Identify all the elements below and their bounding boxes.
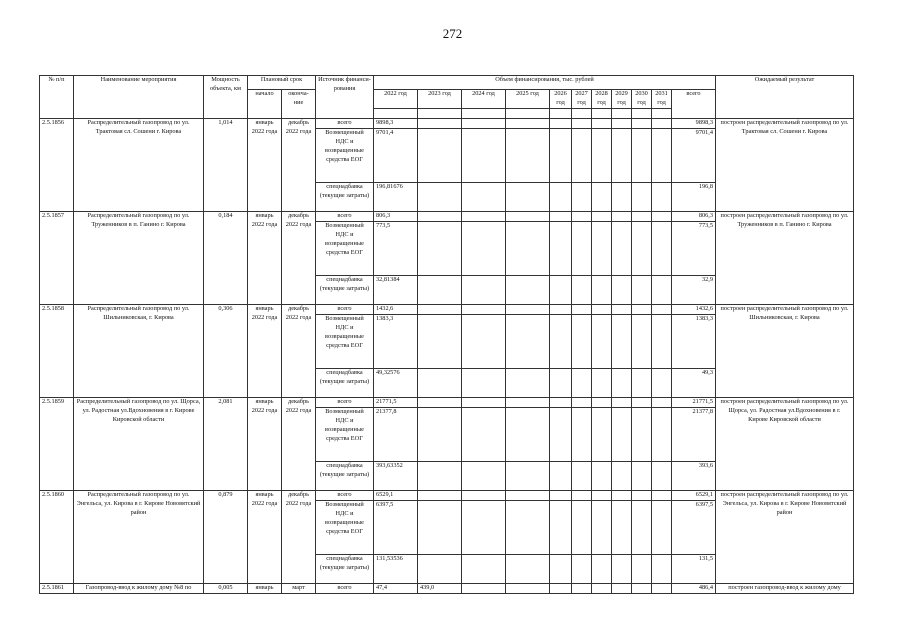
value-empty <box>550 304 572 314</box>
source-label: Возмещенный НДС и возвращенные средства ЕОГ <box>316 221 374 275</box>
row-start: январь 2022 года <box>248 397 282 490</box>
source-label: спецнадбавка (текущие затраты) <box>316 182 374 211</box>
value-empty <box>652 314 672 368</box>
value-empty <box>612 314 632 368</box>
value-2023 <box>418 314 462 368</box>
value-total: 6397,5 <box>672 500 716 554</box>
value-empty <box>550 128 572 182</box>
value-empty <box>462 461 506 490</box>
value-empty <box>550 368 572 397</box>
value-empty <box>462 118 506 128</box>
value-empty <box>592 275 612 304</box>
header-period: Плановый срок <box>248 76 316 90</box>
value-empty <box>612 554 632 583</box>
value-total: 9701,4 <box>672 128 716 182</box>
value-empty <box>506 397 550 407</box>
value-empty <box>632 407 652 461</box>
row-start: январь 2022 года <box>248 304 282 397</box>
value-2023 <box>418 554 462 583</box>
value-empty <box>572 490 592 500</box>
value-empty <box>652 407 672 461</box>
value-empty <box>506 182 550 211</box>
value-total: 773,5 <box>672 221 716 275</box>
row-end: декабрь 2022 года <box>282 304 316 397</box>
value-empty <box>652 554 672 583</box>
value-empty <box>550 314 572 368</box>
source-label: всего <box>316 211 374 221</box>
row-number: 2.5.1857 <box>40 211 74 304</box>
table-row <box>40 211 854 221</box>
value-empty <box>632 211 652 221</box>
row-result: построен распределительный газопровод по ул. Энгельса, ул. Кирова в г. Кирове Нововятский район <box>716 490 854 583</box>
source-label: всего <box>316 397 374 407</box>
value-empty <box>632 182 652 211</box>
value-empty <box>550 490 572 500</box>
value-empty <box>572 397 592 407</box>
value-empty <box>612 118 632 128</box>
value-2022: 47,4 <box>374 583 418 593</box>
value-empty <box>652 182 672 211</box>
value-empty <box>592 461 612 490</box>
row-result: построен газопровод-ввод к жилому дому <box>716 583 854 593</box>
value-2023 <box>418 182 462 211</box>
table-row <box>40 304 854 314</box>
header-source: Источник финанси-рования <box>316 76 374 119</box>
header-year: 2026 год <box>550 90 572 109</box>
value-empty <box>612 275 632 304</box>
row-name: Распределительный газопровод по ул. Трактовая сл. Сошени г. Кирова <box>74 118 204 211</box>
row-capacity: 2,081 <box>204 397 248 490</box>
value-2023 <box>418 461 462 490</box>
value-empty <box>572 407 592 461</box>
source-label: всего <box>316 490 374 500</box>
value-2023 <box>418 275 462 304</box>
row-capacity: 0,005 <box>204 583 248 593</box>
value-empty <box>592 211 612 221</box>
value-2023 <box>418 397 462 407</box>
value-empty <box>506 221 550 275</box>
value-empty <box>506 490 550 500</box>
header-year: 2029 год <box>612 90 632 109</box>
value-empty <box>506 583 550 593</box>
value-empty <box>550 118 572 128</box>
value-empty <box>572 368 592 397</box>
value-empty <box>572 304 592 314</box>
value-empty <box>462 304 506 314</box>
row-end: декабрь 2022 года <box>282 118 316 211</box>
value-empty <box>592 554 612 583</box>
value-empty <box>506 304 550 314</box>
row-start: январь 2022 года <box>248 118 282 211</box>
value-empty <box>592 118 612 128</box>
header-result: Ожидаемый результат <box>716 76 854 119</box>
value-2022: 6529,1 <box>374 490 418 500</box>
value-empty <box>572 554 592 583</box>
value-total: 806,3 <box>672 211 716 221</box>
value-empty <box>462 554 506 583</box>
row-start: январь <box>248 583 282 593</box>
source-label: Возмещенный НДС и возвращенные средства ЕОГ <box>316 128 374 182</box>
value-empty <box>632 118 652 128</box>
row-capacity: 0,879 <box>204 490 248 583</box>
value-2023 <box>418 211 462 221</box>
value-empty <box>572 461 592 490</box>
value-2022: 21771,5 <box>374 397 418 407</box>
value-empty <box>462 221 506 275</box>
header-year: 2025 год <box>506 90 550 109</box>
value-empty <box>612 407 632 461</box>
value-empty <box>632 397 652 407</box>
header-start: начало <box>248 90 282 119</box>
row-number: 2.5.1861 <box>40 583 74 593</box>
value-empty <box>506 314 550 368</box>
value-empty <box>506 128 550 182</box>
value-empty <box>592 314 612 368</box>
value-2022: 49,32576 <box>374 368 418 397</box>
value-2023: 439,0 <box>418 583 462 593</box>
value-total: 1383,3 <box>672 314 716 368</box>
value-2022: 9701,4 <box>374 128 418 182</box>
value-empty <box>592 221 612 275</box>
row-name: Распределительный газопровод по ул. Труженников в п. Ганино г. Кирова <box>74 211 204 304</box>
source-label: спецнадбавка (текущие затраты) <box>316 368 374 397</box>
value-empty <box>550 397 572 407</box>
table-row <box>40 118 854 128</box>
value-empty <box>612 461 632 490</box>
value-empty <box>506 461 550 490</box>
header-total: всего <box>672 90 716 119</box>
source-label: спецнадбавка (текущие затраты) <box>316 275 374 304</box>
value-empty <box>632 128 652 182</box>
header-year: 2023 год <box>418 90 462 109</box>
value-empty <box>652 500 672 554</box>
header-end: оконча-ние <box>282 90 316 119</box>
row-capacity: 1,014 <box>204 118 248 211</box>
value-empty <box>652 275 672 304</box>
row-end: декабрь 2022 года <box>282 397 316 490</box>
source-label: спецнадбавка (текущие затраты) <box>316 461 374 490</box>
value-empty <box>506 554 550 583</box>
value-empty <box>592 500 612 554</box>
row-number: 2.5.1860 <box>40 490 74 583</box>
value-2022: 6397,5 <box>374 500 418 554</box>
value-total: 32,9 <box>672 275 716 304</box>
value-empty <box>462 397 506 407</box>
value-empty <box>652 128 672 182</box>
row-start: январь 2022 года <box>248 211 282 304</box>
value-empty <box>462 500 506 554</box>
value-empty <box>462 128 506 182</box>
row-number: 2.5.1858 <box>40 304 74 397</box>
value-empty <box>592 304 612 314</box>
value-empty <box>632 304 652 314</box>
value-2023 <box>418 407 462 461</box>
value-empty <box>632 554 652 583</box>
value-empty <box>572 128 592 182</box>
source-label: всего <box>316 304 374 314</box>
value-total: 131,5 <box>672 554 716 583</box>
value-2022: 806,3 <box>374 211 418 221</box>
value-empty <box>592 368 612 397</box>
value-total: 6529,1 <box>672 490 716 500</box>
value-2022: 196,81676 <box>374 182 418 211</box>
value-empty <box>572 221 592 275</box>
value-empty <box>652 118 672 128</box>
header-name: Наименование мероприятия <box>74 76 204 119</box>
value-empty <box>462 490 506 500</box>
value-2023 <box>418 304 462 314</box>
table-row <box>40 583 854 593</box>
value-total: 393,6 <box>672 461 716 490</box>
value-total: 21771,5 <box>672 397 716 407</box>
value-empty <box>632 490 652 500</box>
value-empty <box>612 128 632 182</box>
value-2022: 1383,3 <box>374 314 418 368</box>
value-empty <box>572 182 592 211</box>
row-result: построен распределительный газопровод по ул. Трактовая сл. Сошени г. Кирова <box>716 118 854 211</box>
value-2022: 21377,8 <box>374 407 418 461</box>
header-capacity: Мощность объекта, км <box>204 76 248 119</box>
header-year: 2031 год <box>652 90 672 109</box>
value-total: 9898,3 <box>672 118 716 128</box>
value-empty <box>550 500 572 554</box>
value-empty <box>462 314 506 368</box>
value-empty <box>612 397 632 407</box>
value-empty <box>462 368 506 397</box>
row-name: Распределительный газопровод по ул. Энгельса, ул. Кирова в г. Кирове Нововятский район <box>74 490 204 583</box>
value-empty <box>632 583 652 593</box>
source-label: Возмещенный НДС и возвращенные средства ЕОГ <box>316 407 374 461</box>
row-capacity: 0,184 <box>204 211 248 304</box>
value-total: 486,4 <box>672 583 716 593</box>
table-row <box>40 397 854 407</box>
value-empty <box>506 275 550 304</box>
value-empty <box>612 182 632 211</box>
value-2022: 773,5 <box>374 221 418 275</box>
row-end: март <box>282 583 316 593</box>
value-empty <box>550 275 572 304</box>
value-2022: 1432,6 <box>374 304 418 314</box>
source-label: Возмещенный НДС и возвращенные средства ЕОГ <box>316 314 374 368</box>
value-empty <box>506 407 550 461</box>
value-empty <box>462 407 506 461</box>
header-year: 2028 год <box>592 90 612 109</box>
value-2023 <box>418 490 462 500</box>
value-empty <box>550 211 572 221</box>
value-empty <box>652 211 672 221</box>
value-empty <box>652 368 672 397</box>
value-2023 <box>418 500 462 554</box>
header-year: 2027 год <box>572 90 592 109</box>
value-total: 196,8 <box>672 182 716 211</box>
value-empty <box>592 182 612 211</box>
value-empty <box>550 583 572 593</box>
row-name: Газопровод-ввод к жилому дому №8 по <box>74 583 204 593</box>
value-empty <box>612 304 632 314</box>
value-empty <box>572 500 592 554</box>
row-number: 2.5.1856 <box>40 118 74 211</box>
value-empty <box>592 128 612 182</box>
value-2023 <box>418 368 462 397</box>
value-empty <box>462 211 506 221</box>
row-capacity: 0,306 <box>204 304 248 397</box>
value-empty <box>592 407 612 461</box>
value-empty <box>652 397 672 407</box>
value-empty <box>572 118 592 128</box>
header-year: 2024 год <box>462 90 506 109</box>
value-empty <box>592 490 612 500</box>
value-empty <box>612 221 632 275</box>
value-empty <box>462 583 506 593</box>
value-empty <box>506 368 550 397</box>
row-start: январь 2022 года <box>248 490 282 583</box>
value-empty <box>462 275 506 304</box>
value-total: 1432,6 <box>672 304 716 314</box>
value-empty <box>632 221 652 275</box>
value-empty <box>592 583 612 593</box>
value-total: 21377,8 <box>672 407 716 461</box>
header-year: 2030 год <box>632 90 652 109</box>
value-empty <box>572 275 592 304</box>
source-label: всего <box>316 583 374 593</box>
value-empty <box>652 583 672 593</box>
value-empty <box>462 182 506 211</box>
value-empty <box>632 368 652 397</box>
table-row <box>40 490 854 500</box>
value-empty <box>612 490 632 500</box>
page-number: 272 <box>442 26 463 41</box>
value-empty <box>550 407 572 461</box>
funding-table <box>39 75 854 594</box>
value-empty <box>592 397 612 407</box>
value-empty <box>572 211 592 221</box>
value-empty <box>550 221 572 275</box>
value-empty <box>632 461 652 490</box>
value-empty <box>550 461 572 490</box>
header-year: 2022 год <box>374 90 418 109</box>
value-empty <box>506 118 550 128</box>
value-empty <box>652 490 672 500</box>
value-empty <box>572 314 592 368</box>
row-end: декабрь 2022 года <box>282 490 316 583</box>
value-2023 <box>418 221 462 275</box>
row-name: Распределительный газопровод по ул. Шильниковская, г. Кирова <box>74 304 204 397</box>
value-empty <box>632 275 652 304</box>
value-empty <box>612 211 632 221</box>
value-empty <box>572 583 592 593</box>
value-empty <box>632 500 652 554</box>
value-total: 49,3 <box>672 368 716 397</box>
row-name: Распределительный газопровод по ул. Щорса, ул. Радостная ул.Вдохновения в г. Кирове Кировской области <box>74 397 204 490</box>
source-label: Возмещенный НДС и возвращенные средства ЕОГ <box>316 500 374 554</box>
value-2022: 32,81384 <box>374 275 418 304</box>
value-2022: 131,53536 <box>374 554 418 583</box>
value-2022: 393,63352 <box>374 461 418 490</box>
value-2023 <box>418 118 462 128</box>
value-empty <box>632 314 652 368</box>
value-empty <box>550 554 572 583</box>
row-result: построен распределительный газопровод по ул. Щорса, ул. Радостная ул.Вдохновения в г. Кирове Кировской области <box>716 397 854 490</box>
row-number: 2.5.1859 <box>40 397 74 490</box>
value-empty <box>612 583 632 593</box>
value-empty <box>612 500 632 554</box>
value-empty <box>652 461 672 490</box>
header-num: № п/п <box>40 76 74 119</box>
value-empty <box>506 211 550 221</box>
value-empty <box>652 221 672 275</box>
value-empty <box>550 182 572 211</box>
value-empty <box>652 304 672 314</box>
row-result: построен распределительный газопровод по ул. Труженников в п. Ганино г. Кирова <box>716 211 854 304</box>
source-label: всего <box>316 118 374 128</box>
value-empty <box>612 368 632 397</box>
row-end: декабрь 2022 года <box>282 211 316 304</box>
value-2023 <box>418 128 462 182</box>
value-empty <box>506 500 550 554</box>
value-2022: 9898,3 <box>374 118 418 128</box>
header-funding: Объем финансирования, тыс. рублей <box>374 76 716 90</box>
source-label: спецнадбавка (текущие затраты) <box>316 554 374 583</box>
row-result: построен распределительный газопровод по ул. Шильниковская, г. Кирова <box>716 304 854 397</box>
